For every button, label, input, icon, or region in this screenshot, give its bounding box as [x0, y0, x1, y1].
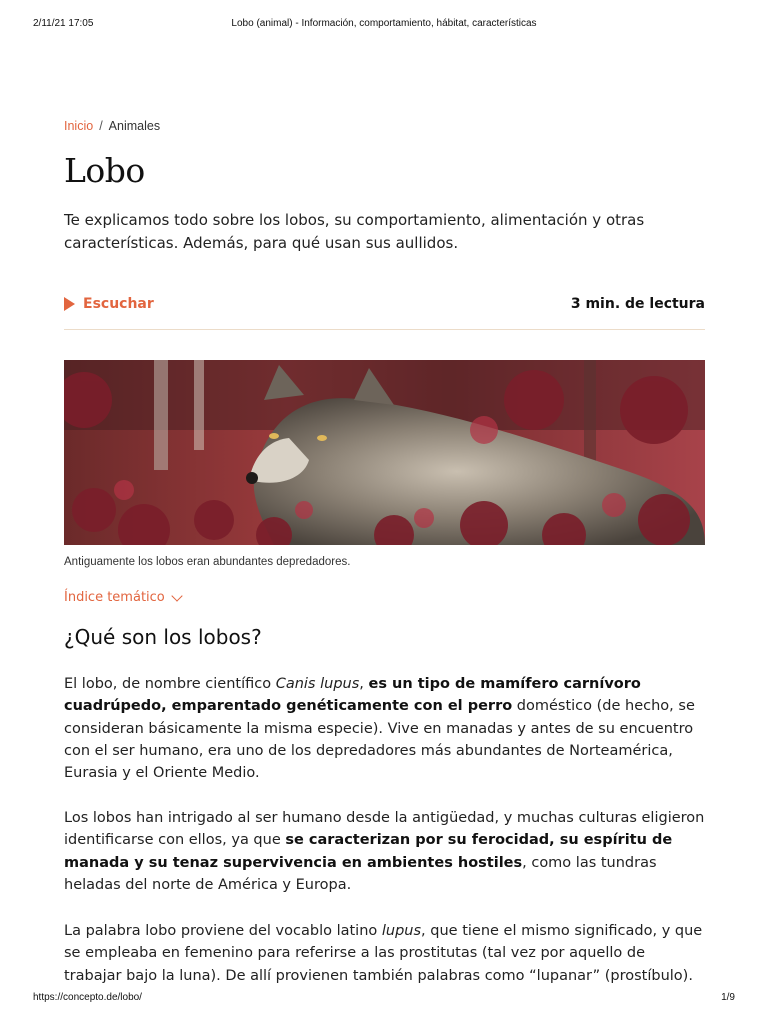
print-date: 2/11/21 17:05	[33, 18, 94, 29]
breadcrumb-category-link[interactable]: Animales	[108, 119, 161, 133]
toc-toggle[interactable]	[64, 590, 181, 605]
italic-text: lupus	[381, 923, 422, 939]
hero-caption: Antiguamente los lobos eran abundantes depredadores.	[64, 556, 351, 568]
text: El lobo, de nombre científico	[64, 676, 276, 692]
text: , que tiene el mismo significado, y que se empleaba en femenino para referirse a las prostitutas (tal vez por aquello de trabajar bajo la luna). De allí provienen también palabras como “lupanar” (prostíbulo).	[64, 923, 703, 984]
text: doméstico (de hecho, se consideran básicamente la misma especie). Vive en manadas y antes de su encuentro con el ser humano, era uno de los depredadores más abundantes de Norteamérica, Eurasia y el Oriente Medio.	[64, 698, 695, 782]
text: , como las tundras heladas del norte de América y Europa.	[64, 854, 657, 893]
print-page-title: Lobo (animal) - Información, comportamiento, hábitat, características	[231, 18, 537, 29]
hero-image	[64, 360, 705, 545]
paragraph-2	[64, 807, 705, 896]
breadcrumb-separator: /	[99, 119, 103, 133]
text: La palabra lobo proviene del vocablo latino	[64, 923, 382, 939]
page-title: Lobo	[64, 151, 145, 190]
breadcrumb-home-link[interactable]: Inicio	[64, 119, 94, 133]
reading-time: 3 min. de lectura	[570, 296, 705, 312]
bold-text: es un tipo de mamífero carnívoro cuadrúpedo, emparentado genéticamente con el perro	[64, 676, 641, 715]
listen-button[interactable]	[64, 296, 154, 312]
article-intro: Te explicamos todo sobre los lobos, su comportamiento, alimentación y otras características. Además, para qué usan sus aullidos.	[64, 211, 645, 252]
print-url: https://concepto.de/lobo/	[33, 992, 142, 1003]
text: ,	[359, 676, 369, 692]
listen-label: Escuchar	[83, 296, 154, 312]
paragraph-1	[64, 673, 705, 784]
print-page-number: 1/9	[721, 992, 735, 1003]
toc-label: Índice temático	[64, 590, 165, 605]
text: Los lobos han intrigado al ser humano desde la antigüedad, y muchas culturas eligieron identificarse con ellos, ya que	[64, 810, 705, 849]
article-meta-row	[64, 296, 705, 316]
chevron-down-icon	[171, 590, 182, 601]
section-title: ¿Qué son los lobos?	[64, 625, 262, 649]
paragraph-3	[64, 920, 705, 987]
italic-text: Canis lupus	[275, 676, 360, 692]
divider	[64, 329, 705, 330]
play-icon	[64, 297, 75, 311]
breadcrumb	[64, 119, 160, 133]
bold-text: se caracterizan por su ferocidad, su espíritu de manada y su tenaz supervivencia en ambientes hostiles	[64, 832, 673, 871]
